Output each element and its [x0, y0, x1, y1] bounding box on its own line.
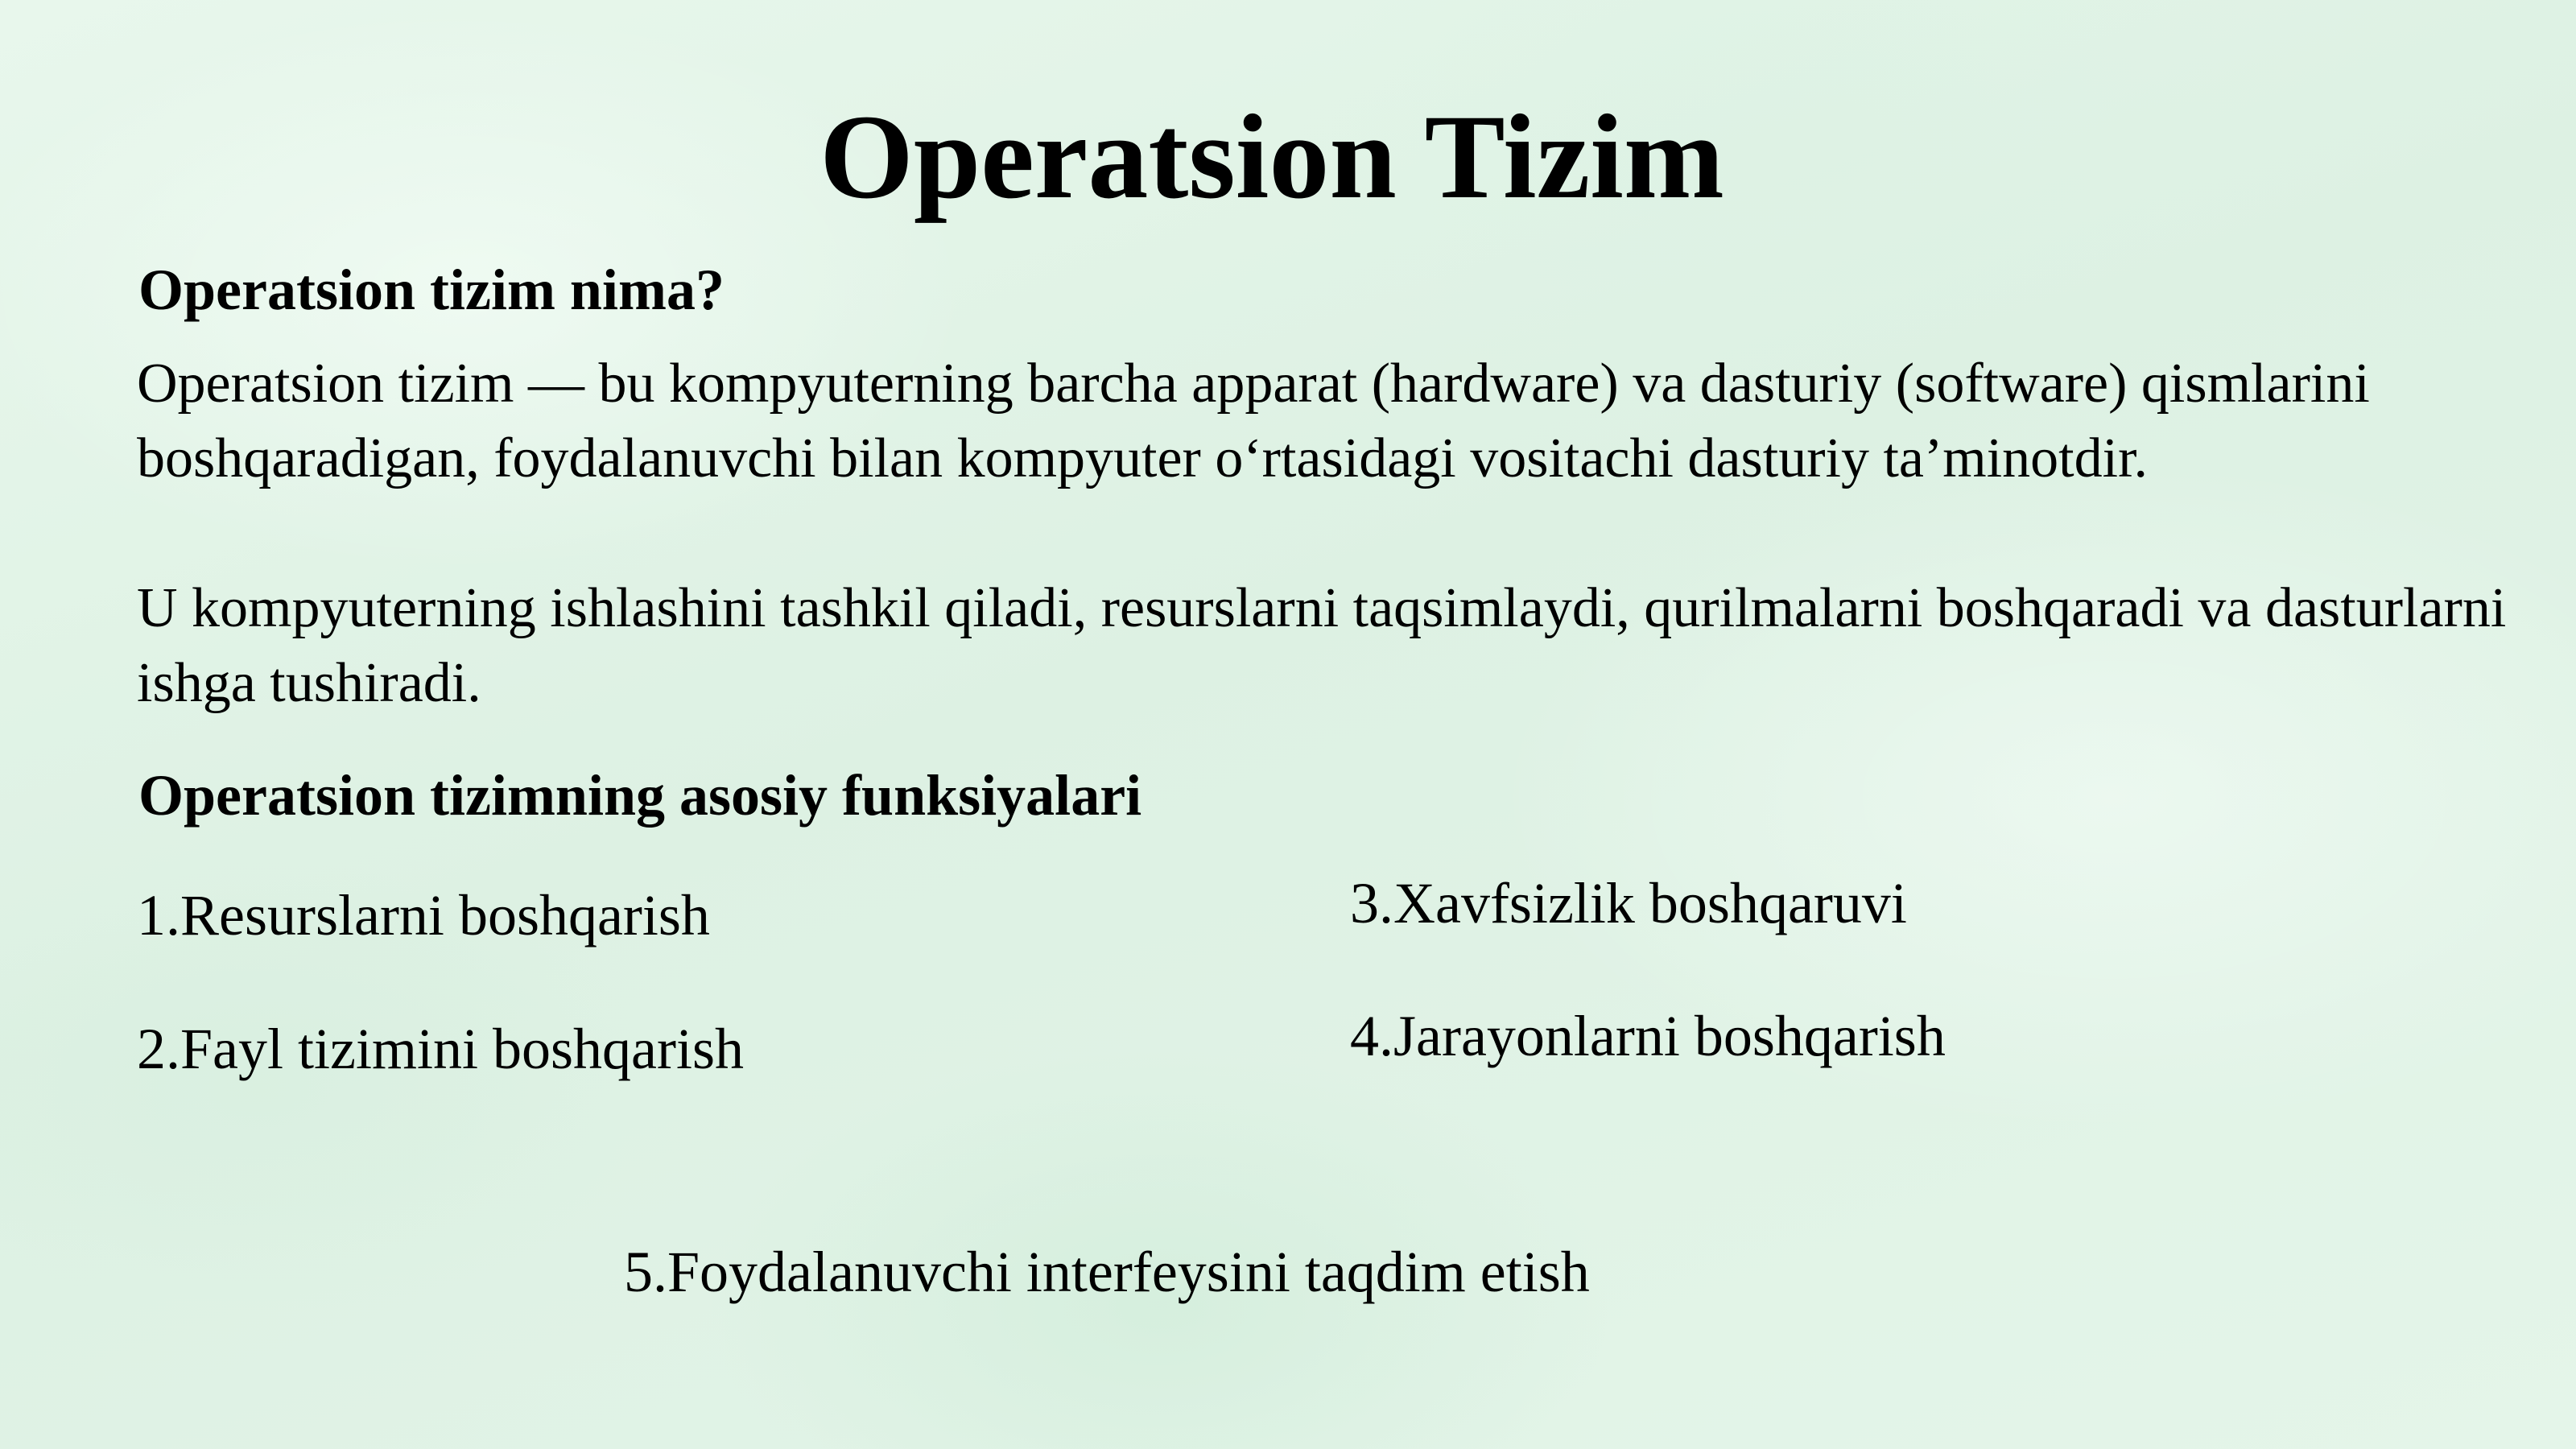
function-item-processes: 4.Jarayonlarni boshqarish — [1350, 1004, 1946, 1068]
definition-paragraph: Operatsion tizim — bu kompyuterning barcha apparat (hardware) va dasturiy (software) qismlarini boshqaradigan, foydalanuvchi bilan kompyuter o‘rtasidagi vositachi dasturiy ta’minotdir. — [137, 353, 2370, 489]
section-heading-functions: Operatsion tizimning asosiy funksiyalari — [138, 763, 1142, 828]
slide-title: Operatsion Tizim — [819, 90, 1724, 224]
function-item-user-interface: 5.Foydalanuvchi interfeysini taqdim etish — [624, 1240, 1590, 1304]
function-item-security: 3.Xavfsizlik boshqaruvi — [1350, 871, 1907, 935]
function-item-file-system: 2.Fayl tizimini boshqarish — [137, 1017, 744, 1081]
role-paragraph: U kompyuterning ishlashini tashkil qiladi, resurslarni taqsimlaydi, qurilmalarni boshqaradi va dasturlarni ishga tushiradi. — [137, 577, 2507, 714]
function-item-resources: 1.Resurslarni boshqarish — [137, 883, 710, 947]
section-heading-definition: Operatsion tizim nima? — [138, 258, 724, 322]
